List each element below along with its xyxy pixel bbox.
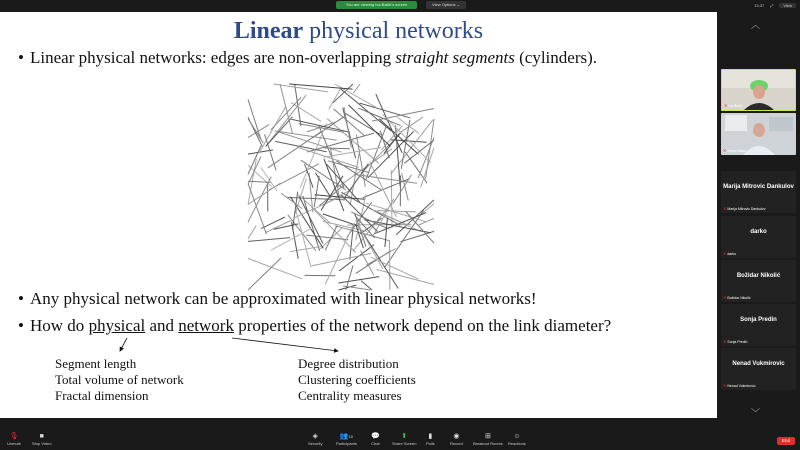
network-segment (385, 218, 388, 247)
breakout-rooms-icon: ⊞ (484, 433, 491, 440)
shared-slide (0, 12, 717, 418)
network-segment (248, 226, 256, 239)
mic-off-icon: ✕ (723, 251, 727, 256)
network-segment (366, 203, 427, 222)
view-options-button[interactable]: View Options ⌄ (426, 1, 466, 9)
network-segment (303, 196, 320, 251)
participant-label: ✕ Nenad Vukmirovic (723, 383, 756, 388)
network-segment (248, 238, 290, 242)
network-segment (353, 84, 360, 93)
participant-name: Sonja Predin (740, 317, 777, 323)
participant-name: Marija Mitrovic Dankulov (723, 184, 794, 190)
breakout-rooms-button[interactable]: ⊞ Breakout Rooms (473, 433, 503, 446)
record-button[interactable]: ◉ Record (450, 433, 463, 446)
list-item: Centrality measures (298, 388, 402, 403)
unmute-button[interactable]: 🎙 Unmute (7, 433, 22, 446)
mic-off-icon: ✕ (724, 103, 728, 108)
network-segment (329, 87, 342, 110)
participant-tile-marija[interactable] (721, 171, 796, 213)
network-segment (378, 211, 416, 212)
network-segment (248, 183, 281, 204)
network-segment (393, 175, 412, 204)
network-segment (401, 120, 410, 169)
participant-tile-sonja[interactable] (721, 304, 796, 346)
share-screen-icon: ⬆ (401, 433, 408, 440)
slide-title-bold: Linear (233, 18, 304, 44)
network-segment (279, 132, 342, 152)
network-segment (400, 117, 423, 132)
stop-video-button[interactable]: ■ Stop Video (32, 433, 52, 446)
fullscreen-icon[interactable]: ⤢ (770, 3, 774, 8)
scroll-up-icon[interactable]: ︿ (751, 20, 761, 30)
list-item: Fractal dimension (55, 388, 149, 403)
bullet-dot: • (18, 316, 24, 335)
bullet-definition: • Linear physical networks: edges are non-overlapping straight segments (cylinders). (18, 48, 598, 67)
network-illustration (246, 82, 436, 292)
list-item: Total volume of network (55, 372, 184, 387)
bullet-approximation: • Any physical network can be approximated with linear physical networks! (18, 289, 537, 308)
network-segment (291, 103, 321, 122)
reactions-button[interactable]: ☺ Reactions (508, 433, 526, 446)
network-segment (377, 270, 434, 285)
mic-muted-icon: 🎙 (9, 433, 19, 440)
network-segment (391, 170, 392, 228)
network-segment (271, 97, 301, 129)
participant-name: Božidar Nikolić (736, 273, 781, 279)
network-segment (349, 105, 391, 147)
mic-off-icon: ✕ (723, 295, 727, 300)
screen-share-status: You are viewing Iva Bačić's screen (336, 1, 417, 9)
bullet-dot: • (18, 289, 24, 308)
list-item: Degree distribution (298, 356, 399, 371)
polls-button[interactable]: ▮ Polls (426, 433, 435, 446)
mic-off-icon: ✕ (723, 383, 727, 388)
participant-label: ✕ Marija Mitrovic Dankulov (723, 206, 766, 211)
network-segment (371, 257, 419, 279)
network-segment (339, 245, 374, 271)
network-segment (296, 211, 311, 267)
polls-icon: ▮ (428, 433, 433, 440)
participant-label: ✕ Antun Balaz (723, 148, 747, 153)
scroll-down-icon[interactable]: ﹀ (751, 408, 761, 418)
shield-icon: ◈ (312, 433, 318, 440)
mic-off-icon: ✕ (723, 206, 727, 211)
participant-tile-bozidar[interactable] (721, 260, 796, 302)
list-item: Clustering coefficients (298, 372, 416, 387)
network-segment (259, 107, 286, 153)
network-term: network (178, 316, 234, 335)
slide-title (0, 18, 717, 45)
bullet-question: • How do physical and network properties of the network depend on the link diameter? (18, 316, 612, 335)
network-segment (248, 258, 281, 290)
network-segment (289, 84, 352, 89)
bullet-dot: • (18, 48, 24, 67)
list-item: Segment length (55, 356, 137, 371)
meeting-toolbar (0, 430, 800, 450)
people-icon: 👥10 (339, 433, 354, 440)
chat-icon: 💬 (371, 433, 380, 440)
network-segment (248, 181, 270, 182)
participant-tile-antun[interactable] (721, 113, 796, 155)
participant-name: Nenad Vukmirovic (732, 361, 785, 367)
participant-label: ✕ darko (723, 251, 737, 256)
network-segment (306, 235, 348, 240)
physical-term: physical (88, 316, 146, 335)
top-bar (0, 0, 800, 12)
participants-button[interactable]: 👥10 Participants (336, 433, 357, 446)
participant-label: ✕ Iva Bačić (724, 103, 743, 108)
slide-title-rest: physical networks (303, 18, 484, 44)
video-camera-icon: ■ (39, 433, 44, 440)
participants-sidebar (717, 12, 800, 418)
network-segment (261, 217, 285, 229)
participant-name: darko (750, 229, 767, 235)
chat-button[interactable]: 💬 Chat (371, 433, 380, 446)
network-segment (314, 176, 319, 207)
physical-properties-list (55, 356, 184, 404)
share-screen-button[interactable]: ⬆ Share Screen (392, 433, 417, 446)
mic-off-icon: ✕ (723, 339, 727, 344)
participant-tile-nenad[interactable] (721, 348, 796, 390)
participant-tile-darko[interactable] (721, 216, 796, 258)
end-meeting-button[interactable]: End (777, 437, 795, 445)
emphasis-text: straight segments (395, 48, 515, 67)
reactions-icon: ☺ (513, 433, 521, 440)
top-right-controls (754, 1, 796, 10)
network-properties-list (298, 356, 416, 404)
mic-off-icon: ✕ (723, 148, 727, 153)
participant-label: ✕ Božidar Nikolić (723, 295, 751, 300)
network-segment (364, 220, 430, 233)
clock: 13:37 (754, 3, 765, 8)
network-segment (372, 109, 434, 122)
network-segment (307, 133, 374, 152)
network-segment (275, 131, 337, 140)
participant-label: ✕ Sonja Predin (723, 339, 748, 344)
network-segment (248, 258, 302, 278)
security-button[interactable]: ◈ Security (308, 433, 323, 446)
network-segment (402, 173, 409, 200)
record-icon: ◉ (453, 433, 460, 440)
participant-tile-iva[interactable] (721, 69, 796, 111)
participants-count: 10 (348, 434, 354, 439)
network-segment (339, 277, 380, 283)
view-button[interactable]: View (779, 3, 796, 8)
network-segment (333, 84, 353, 103)
network-segment (364, 234, 399, 289)
network-segment (312, 253, 372, 266)
